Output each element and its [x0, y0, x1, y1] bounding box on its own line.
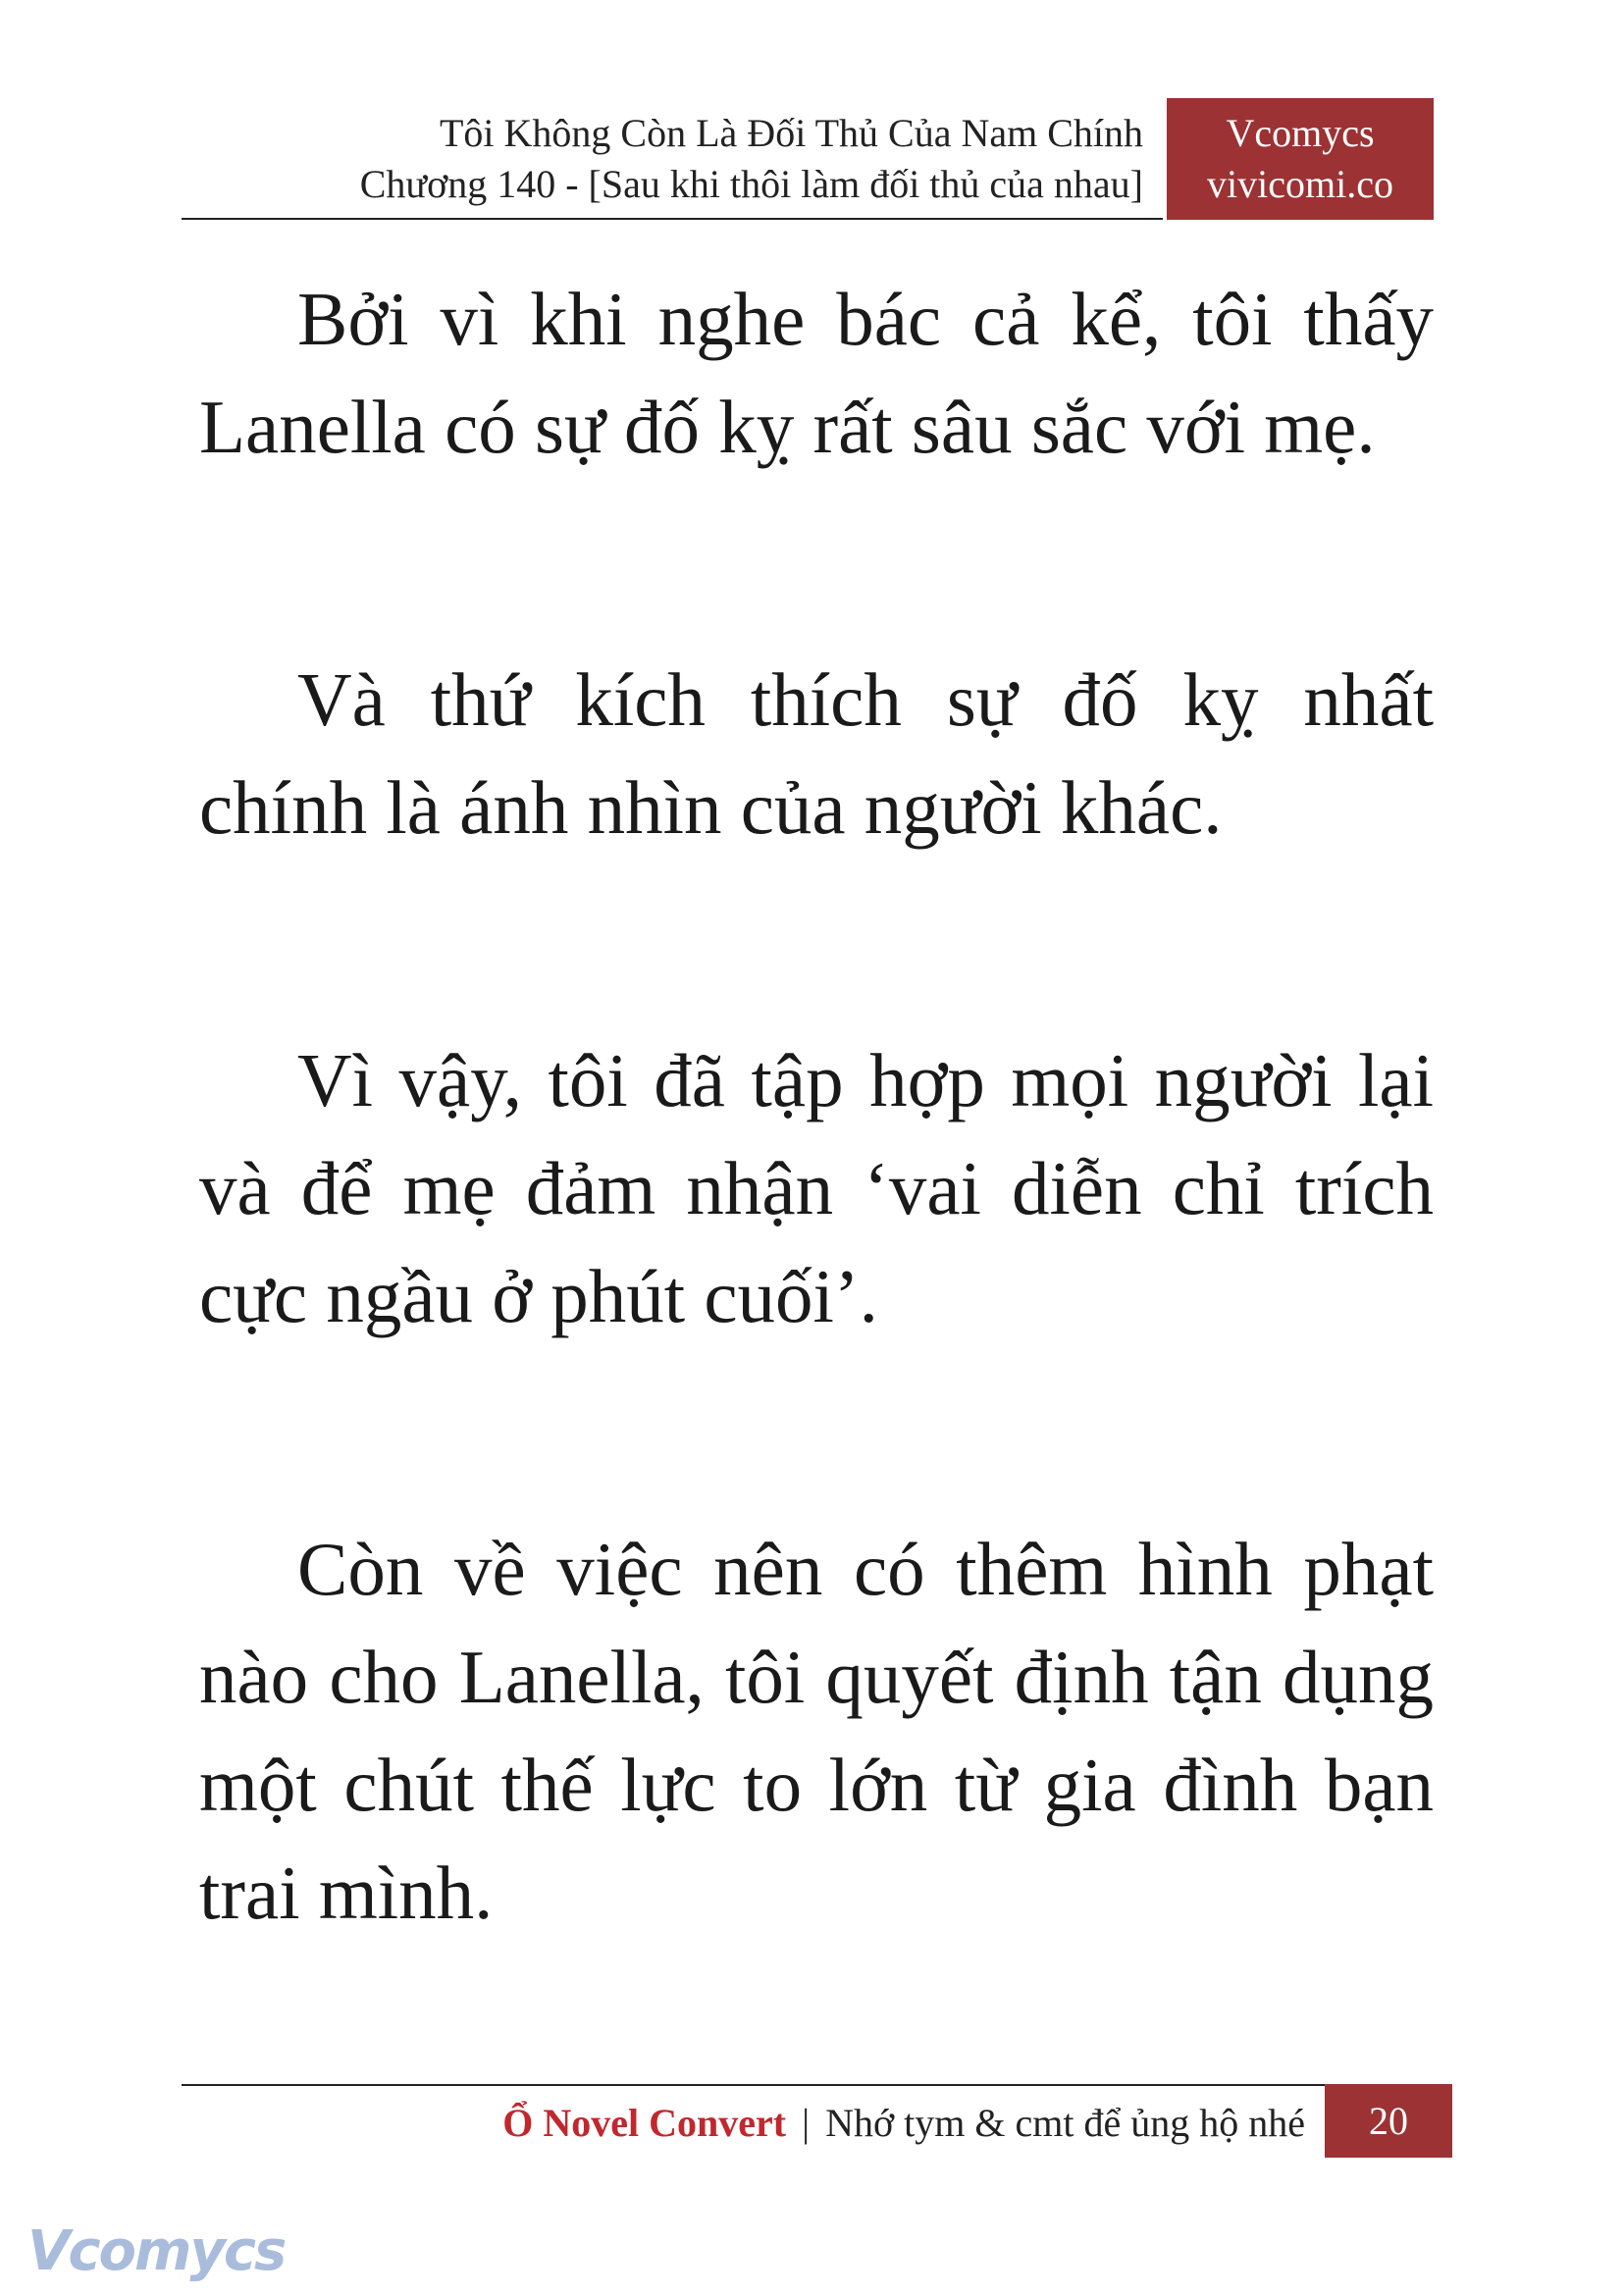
footer-separator: | — [802, 2101, 811, 2145]
novel-title: Tôi Không Còn Là Đối Thủ Của Nam Chính — [440, 111, 1143, 155]
paragraph-3: Vì vậy, tôi đã tập hợp mọi người lại và để mẹ đảm nhận ‘vai diễn chỉ trích cực ngầu ở phút cuối’. — [199, 1038, 1434, 1338]
footer-divider — [182, 2084, 1325, 2086]
paragraph-2: Và thứ kích thích sự đố kỵ nhất chính là ánh nhìn của người khác. — [199, 657, 1434, 850]
header-divider — [182, 218, 1163, 220]
brand-site: vivicomi.co — [1207, 162, 1393, 206]
brand-name: Vcomycs — [1226, 111, 1375, 155]
brand-badge — [1167, 98, 1434, 220]
page-number: 20 — [1325, 2084, 1452, 2158]
paragraph-4: Còn về việc nên có thêm hình phạt nào cho Lanella, tôi quyết định tận dụng một chút thế lực to lớn từ gia đình bạn trai mình. — [199, 1527, 1434, 1935]
page-footer — [182, 2084, 1452, 2158]
watermark-logo: Vcomycs — [27, 2219, 286, 2283]
footer-text — [502, 2098, 1305, 2149]
header-text — [360, 108, 1143, 210]
page-content — [199, 265, 1434, 2112]
page-header — [182, 98, 1434, 219]
paragraph-1: Bởi vì khi nghe bác cả kể, tôi thấy Lanella có sự đố kỵ rất sâu sắc với mẹ. — [199, 277, 1434, 469]
footer-message: Nhớ tym & cmt để ủng hộ nhé — [825, 2101, 1305, 2145]
footer-brand: Ổ Novel Convert — [502, 2101, 787, 2145]
chapter-title: Chương 140 - [Sau khi thôi làm đối thủ của nhau] — [359, 162, 1143, 206]
